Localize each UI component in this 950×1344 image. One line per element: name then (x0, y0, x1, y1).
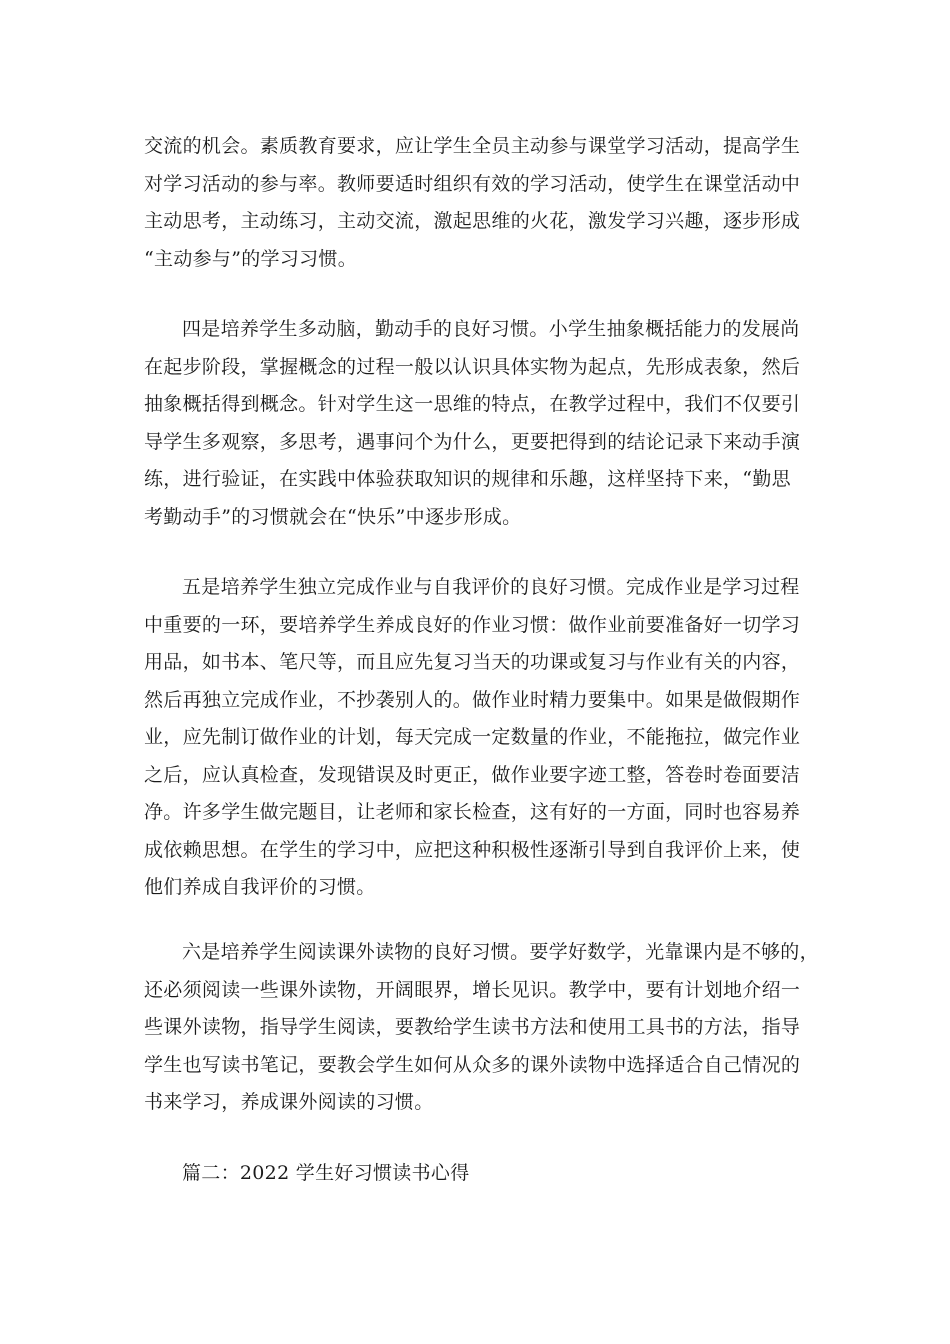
text-line: 五是培养学生独立完成作业与自我评价的良好习惯。完成作业是学习过程 (182, 576, 800, 598)
text-line: 成依赖思想。在学生的学习中，应把这种积极性逐渐引导到自我评价上来，使 (144, 838, 801, 861)
text-line: 书来学习，养成课外阅读的习惯。 (144, 1091, 434, 1113)
text-line: 四是培养学生多动脑，勤动手的良好习惯。小学生抽象概括能力的发展尚 (182, 318, 800, 340)
paragraph-3 (144, 569, 808, 907)
text-line: 考勤动手”的习惯就会在“快乐”中逐步形成。 (144, 505, 522, 528)
text-line: 些课外读物，指导学生阅读，要教给学生读书方法和使用工具书的方法，指导 (144, 1016, 801, 1038)
text-line: 在起步阶段，掌握概念的过程一般以认识具体实物为起点，先形成表象，然后 (144, 355, 801, 378)
paragraph-4 (144, 934, 819, 1122)
text-line: “主动参与”的学习习惯。 (144, 247, 358, 270)
paragraph-2 (144, 311, 808, 536)
text-line: 主动思考，主动练习，主动交流，激起思维的火花，激发学习兴趣，逐步形成 (144, 210, 801, 232)
section-heading-text: 篇二：2022 学生好习惯读书心得 (182, 1162, 470, 1184)
text-line: 对学习活动的参与率。教师要适时组织有效的学习活动，使学生在课堂活动中 (144, 172, 801, 195)
text-line: 他们养成自我评价的习惯。 (144, 876, 376, 898)
text-line: 抽象概括得到概念。针对学生这一思维的特点，在教学过程中，我们不仅要引 (144, 393, 801, 415)
section-heading (144, 1155, 808, 1193)
text-line: 学生也写读书笔记，要教会学生如何从众多的课外读物中选择适合自己情况的 (144, 1053, 801, 1076)
text-line: 用品，如书本、笔尺等，而且应先复习当天的功课或复习与作业有关的内容， (144, 651, 801, 673)
text-line: 之后，应认真检查，发现错误及时更正，做作业要字迹工整，答卷时卷面要洁 (144, 763, 801, 786)
text-line: 交流的机会。素质教育要求，应让学生全员主动参与课堂学习活动，提高学生 (144, 135, 801, 157)
paragraph-1 (144, 128, 808, 278)
text-line: 导学生多观察，多思考，遇事问个为什么，更要把得到的结论记录下来动手演 (144, 430, 801, 453)
text-line: 净。许多学生做完题目，让老师和家长检查，这有好的一方面，同时也容易养 (144, 801, 801, 823)
text-line: 练，进行验证，在实践中体验获取知识的规律和乐趣，这样坚持下来，“勤思 (144, 468, 791, 490)
text-line: 还必须阅读一些课外读物，开阔眼界，增长见识。教学中，要有计划地介绍一 (144, 978, 801, 1001)
text-line: 业，应先制订做作业的计划，每天完成一定数量的作业，不能拖拉，做完作业 (144, 726, 801, 748)
text-line: 六是培养学生阅读课外读物的良好习惯。要学好数学，光靠课内是不够的， (182, 941, 819, 963)
text-line: 然后再独立完成作业，不抄袭别人的。做作业时精力要集中。如果是做假期作 (144, 688, 801, 711)
text-line: 中重要的一环，要培养学生养成良好的作业习惯：做作业前要准备好一切学习 (144, 613, 801, 636)
